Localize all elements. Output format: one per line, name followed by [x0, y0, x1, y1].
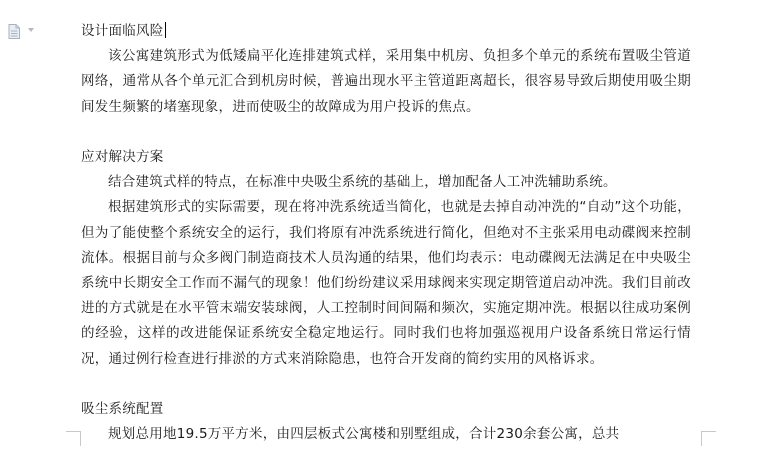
paragraph: 结合建筑式样的特点，在标准中央吸尘系统的基础上，增加配备人工冲洗辅助系统。: [108, 174, 617, 191]
paragraph: 该公寓建筑形式为低矮扁平化连排建筑式样，采用集中机房、负担多个单元的系统布置吸尘管道网络，通常从各个单元汇合到机房时候，普遍出现水平主管道距离超长，很容易导致后期使用吸尘期间发生频繁的堵塞现象，进而使吸尘的故障成为用户投诉的焦点。: [81, 48, 691, 115]
margin-corner-mark: [66, 431, 81, 446]
heading-text: 设计面临风险: [81, 23, 164, 39]
section-heading: 吸尘系统配置: [81, 401, 164, 418]
text-cursor: [165, 22, 166, 38]
blank-line: [81, 372, 691, 397]
caret-down-icon[interactable]: [28, 28, 34, 32]
section-heading: 应对解决方案: [81, 149, 164, 165]
paragraph: 根据建筑形式的实际需要，现在将冲洗系统适当简化，也就是去掉自动冲洗的“自动”这个功能，但为了能使整个系统安全的运行，我们将原有冲洗系统进行简化，但绝对不主张采用电动碟阀来控制流体。根据目前与众多阀门制造商技术人员沟通的结果，他们均表示：电动碟阀无法满足在中央吸尘系统中长期安全工作而不漏气的现象！他们纷纷建议采用球阀来实现定期管道启动冲洗。我们目前改进的方式就是在水平管末端安装球阀，人工控制时间间隔和频次，实施定期冲洗。根据以往成功案例的经验，这样的改进能保证系统安全稳定地运行。同时我们也将加强巡视用户设备系统日常运行情况，通过例行检查进行排淤的方式来消除隐患，也符合开发商的简约实用的风格诉求。: [81, 199, 691, 367]
document-body[interactable]: [81, 19, 691, 447]
blank-line: [81, 120, 691, 145]
paragraph: 规划总用地19.5万平方米，由四层板式公寓楼和别墅组成，合计230余套公寓，总共: [108, 426, 620, 443]
document-icon[interactable]: [8, 24, 20, 39]
section-heading: [81, 19, 691, 44]
margin-corner-mark: [701, 431, 716, 446]
